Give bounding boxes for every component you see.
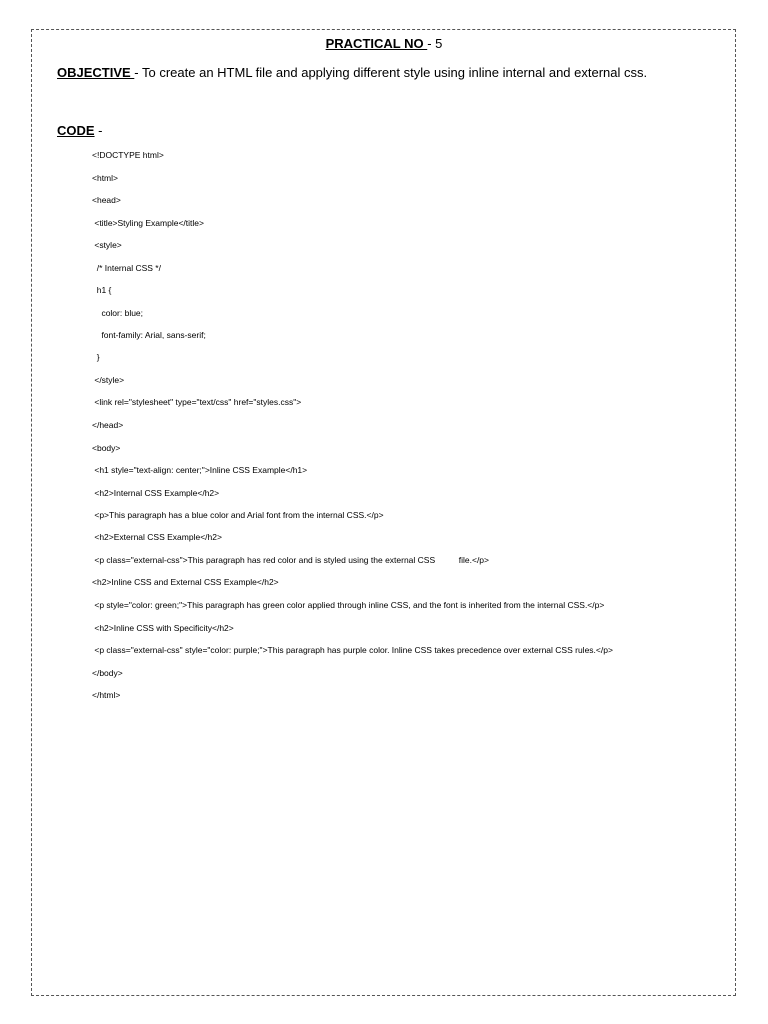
- code-line: <h1 style="text-align: center;">Inline CSS Example</h1>: [92, 465, 308, 475]
- objective-text: - To create an HTML file and applying different style using inline internal and external css.: [134, 65, 648, 80]
- code-line: <p class="external-css" style="color: purple;">This paragraph has purple color. Inline CSS takes precedence over external CSS rules.</p>: [92, 645, 613, 655]
- code-line: <h2>External CSS Example</h2>: [92, 532, 222, 542]
- code-line: /* Internal CSS */: [92, 263, 161, 273]
- code-line: </style>: [92, 375, 125, 385]
- code-line: }: [92, 352, 100, 362]
- code-line: <h2>Internal CSS Example</h2>: [92, 488, 220, 498]
- code-line: </body>: [92, 668, 123, 678]
- code-line: <!DOCTYPE html>: [92, 150, 164, 160]
- code-line: <head>: [92, 195, 121, 205]
- code-line: <p>This paragraph has a blue color and Arial font from the internal CSS.</p>: [92, 510, 384, 520]
- code-line: <html>: [92, 173, 118, 183]
- code-line: <body>: [92, 443, 121, 453]
- objective-line: [57, 64, 647, 81]
- code-line: <link rel="stylesheet" type="text/css" href="styles.css">: [92, 397, 302, 407]
- code-heading: [57, 122, 103, 139]
- code-line: <p style="color: green;">This paragraph has green color applied through inline CSS, and the font is inherited from the internal CSS.</p>: [92, 600, 605, 610]
- code-line: </head>: [92, 420, 124, 430]
- objective-label: OBJECTIVE: [57, 65, 135, 80]
- code-line: <h2>Inline CSS and External CSS Example</h2>: [92, 577, 279, 587]
- code-line: color: blue;: [92, 308, 144, 318]
- code-line: <p class="external-css">This paragraph has red color and is styled using the external CSS file.</p>: [92, 555, 490, 565]
- code-line: <h2>Inline CSS with Specificity</h2>: [92, 623, 234, 633]
- page-title: [0, 36, 768, 52]
- title-main: PRACTICAL NO: [325, 36, 428, 51]
- code-line: font-family: Arial, sans-serif;: [92, 330, 206, 340]
- code-line: <title>Styling Example</title>: [92, 218, 204, 228]
- code-line: h1 {: [92, 285, 112, 295]
- code-line: </html>: [92, 690, 121, 700]
- code-suffix: -: [94, 123, 103, 138]
- code-label: CODE: [57, 123, 95, 138]
- title-number: - 5: [427, 36, 443, 51]
- code-line: <style>: [92, 240, 122, 250]
